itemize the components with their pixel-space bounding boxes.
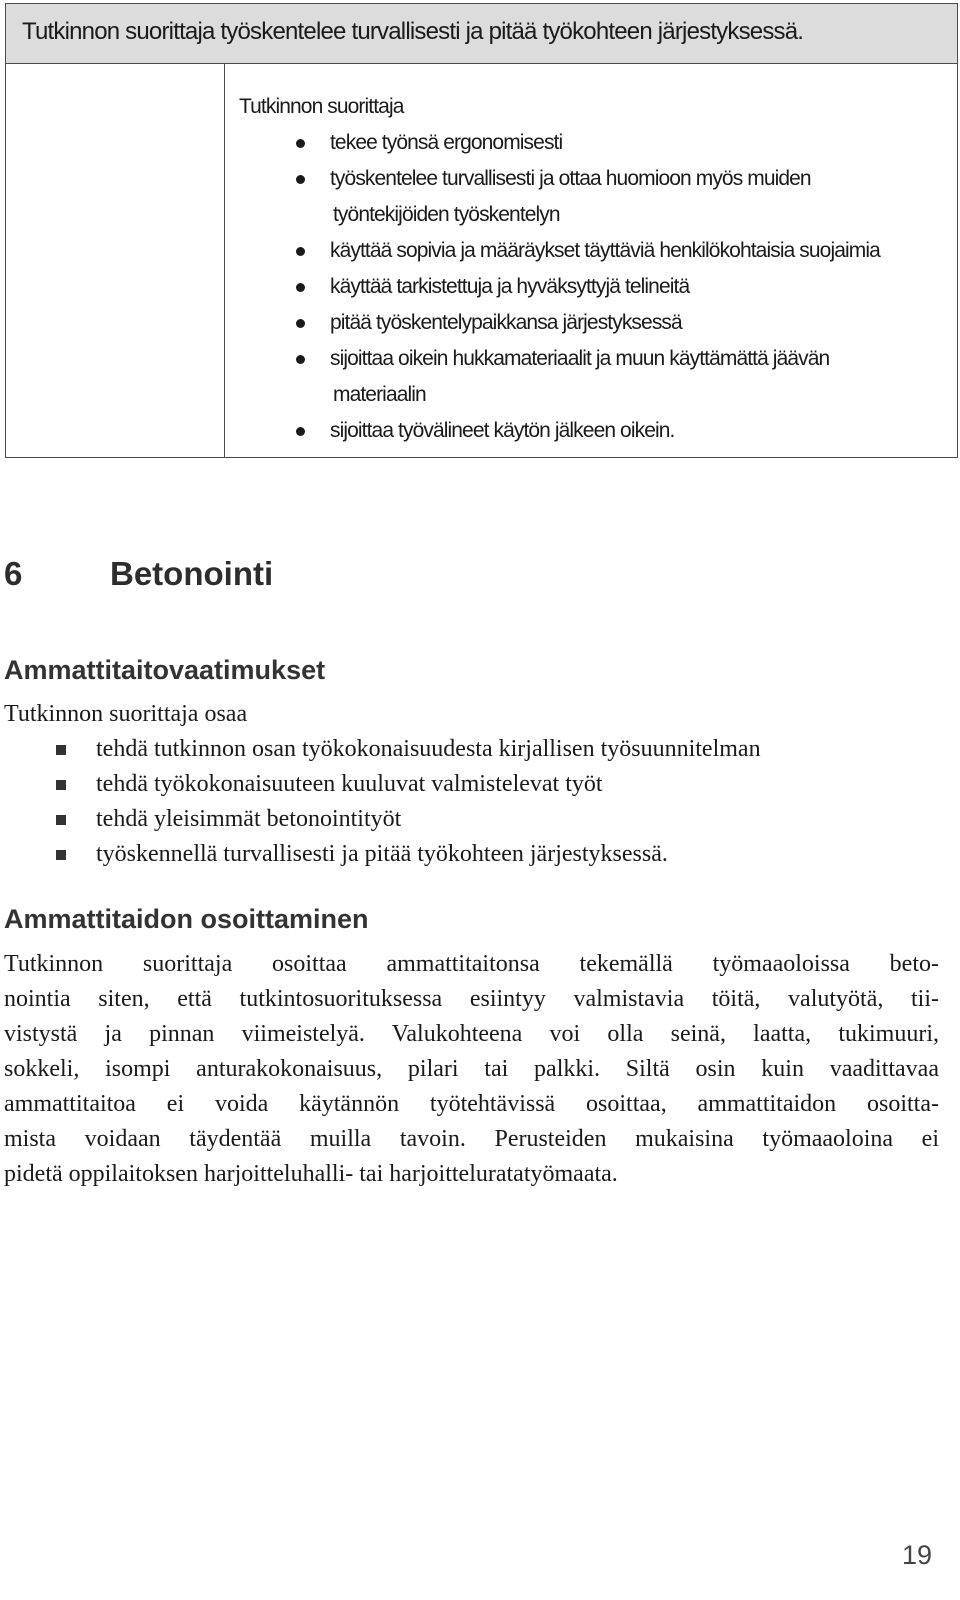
paragraph-line: nointia siten, että tutkintosuorituksessa esiintyy valmistavia töitä, valutyötä, tii- [4, 986, 939, 1012]
square-bullet-icon [56, 815, 66, 825]
bullet-icon [296, 247, 305, 256]
bullet-icon [296, 175, 305, 184]
list-item [4, 837, 761, 872]
list-item [239, 233, 957, 269]
bullet-icon [296, 283, 305, 292]
paragraph-line: ammattitaitoa ei voida käytännön työtehtävissä osoittaa, ammattitaidon osoitta- [4, 1091, 939, 1117]
requirements-table [5, 3, 958, 458]
list-item-text: sijoittaa työvälineet käytön jälkeen oikein. [330, 419, 675, 442]
paragraph-line: mista voidaan täydentää muilla tavoin. Perusteiden mukaisina työmaaoloina ei [4, 1126, 939, 1152]
list-item-text: pitää työskentelypaikkansa järjestyksessä [330, 311, 682, 334]
square-bullet-icon [56, 745, 66, 755]
table-intro: Tutkinnon suorittaja [239, 95, 404, 118]
list-item-text: tehdä yleisimmät betonointityöt [96, 806, 402, 832]
list-item-text-continued: materiaalin [333, 383, 426, 406]
list-item-text: tehdä tutkinnon osan työkokonaisuudesta kirjallisen työsuunnitelman [96, 736, 761, 762]
bullet-icon [296, 355, 305, 364]
page-number: 19 [901, 1540, 932, 1570]
paragraph-line: sokkeli, isompi anturakokonaisuus, pilari tai palkki. Siltä osin kuin vaadittavaa [4, 1056, 939, 1082]
table-left-column [6, 64, 225, 457]
list-item-text: työskennellä turvallisesti ja pitää työkohteen järjestyksessä. [96, 841, 668, 867]
section-heading-requirements: Ammattitaitovaatimukset [4, 655, 326, 685]
list-item [4, 802, 761, 837]
table-bullet-list [239, 125, 957, 449]
section-heading-demonstration: Ammattitaidon osoittaminen [4, 904, 369, 934]
table-body [6, 64, 957, 457]
bullet-icon [296, 427, 305, 436]
paragraph-line: pidetä oppilaitoksen harjoitteluhalli- tai harjoitteluratatyömaata. [4, 1161, 618, 1187]
square-bullet-icon [56, 850, 66, 860]
body-paragraph [4, 947, 939, 1192]
list-item-text-continued: työntekijöiden työskentelyn [333, 203, 560, 226]
chapter-title: Betonointi [110, 555, 274, 592]
list-item-text: sijoittaa oikein hukkamateriaalit ja muun käyttämättä jäävän [330, 347, 830, 370]
list-item [239, 341, 957, 413]
list-item [4, 767, 761, 802]
chapter-number: 6 [4, 555, 23, 592]
list-item [4, 732, 761, 767]
list-item-text: työskentelee turvallisesti ja ottaa huomioon myös muiden [330, 167, 811, 190]
table-header: Tutkinnon suorittaja työskentelee turvallisesti ja pitää työkohteen järjestyksessä. [6, 4, 957, 64]
requirements-list [4, 732, 761, 872]
square-bullet-icon [56, 780, 66, 790]
list-item [239, 413, 957, 449]
list-item [239, 125, 957, 161]
list-item-text: käyttää tarkistettuja ja hyväksyttyjä telineitä [330, 275, 690, 298]
list-item-text: tekee työnsä ergonomisesti [330, 131, 563, 154]
table-right-column [226, 64, 957, 457]
paragraph-line: vistystä ja pinnan viimeistelyä. Valukohteena voi olla seinä, laatta, tukimuuri, [4, 1021, 939, 1047]
paragraph-line: Tutkinnon suorittaja osoittaa ammattitaitonsa tekemällä työmaaoloissa beto- [4, 951, 939, 977]
list-item [239, 269, 957, 305]
list-item [239, 161, 957, 233]
bullet-icon [296, 319, 305, 328]
list-item-text: käyttää sopivia ja määräykset täyttäviä henkilökohtaisia suojaimia [330, 239, 880, 262]
section-intro: Tutkinnon suorittaja osaa [4, 701, 248, 727]
list-item-text: tehdä työkokonaisuuteen kuuluvat valmistelevat työt [96, 771, 603, 797]
list-item [239, 305, 957, 341]
bullet-icon [296, 139, 305, 148]
